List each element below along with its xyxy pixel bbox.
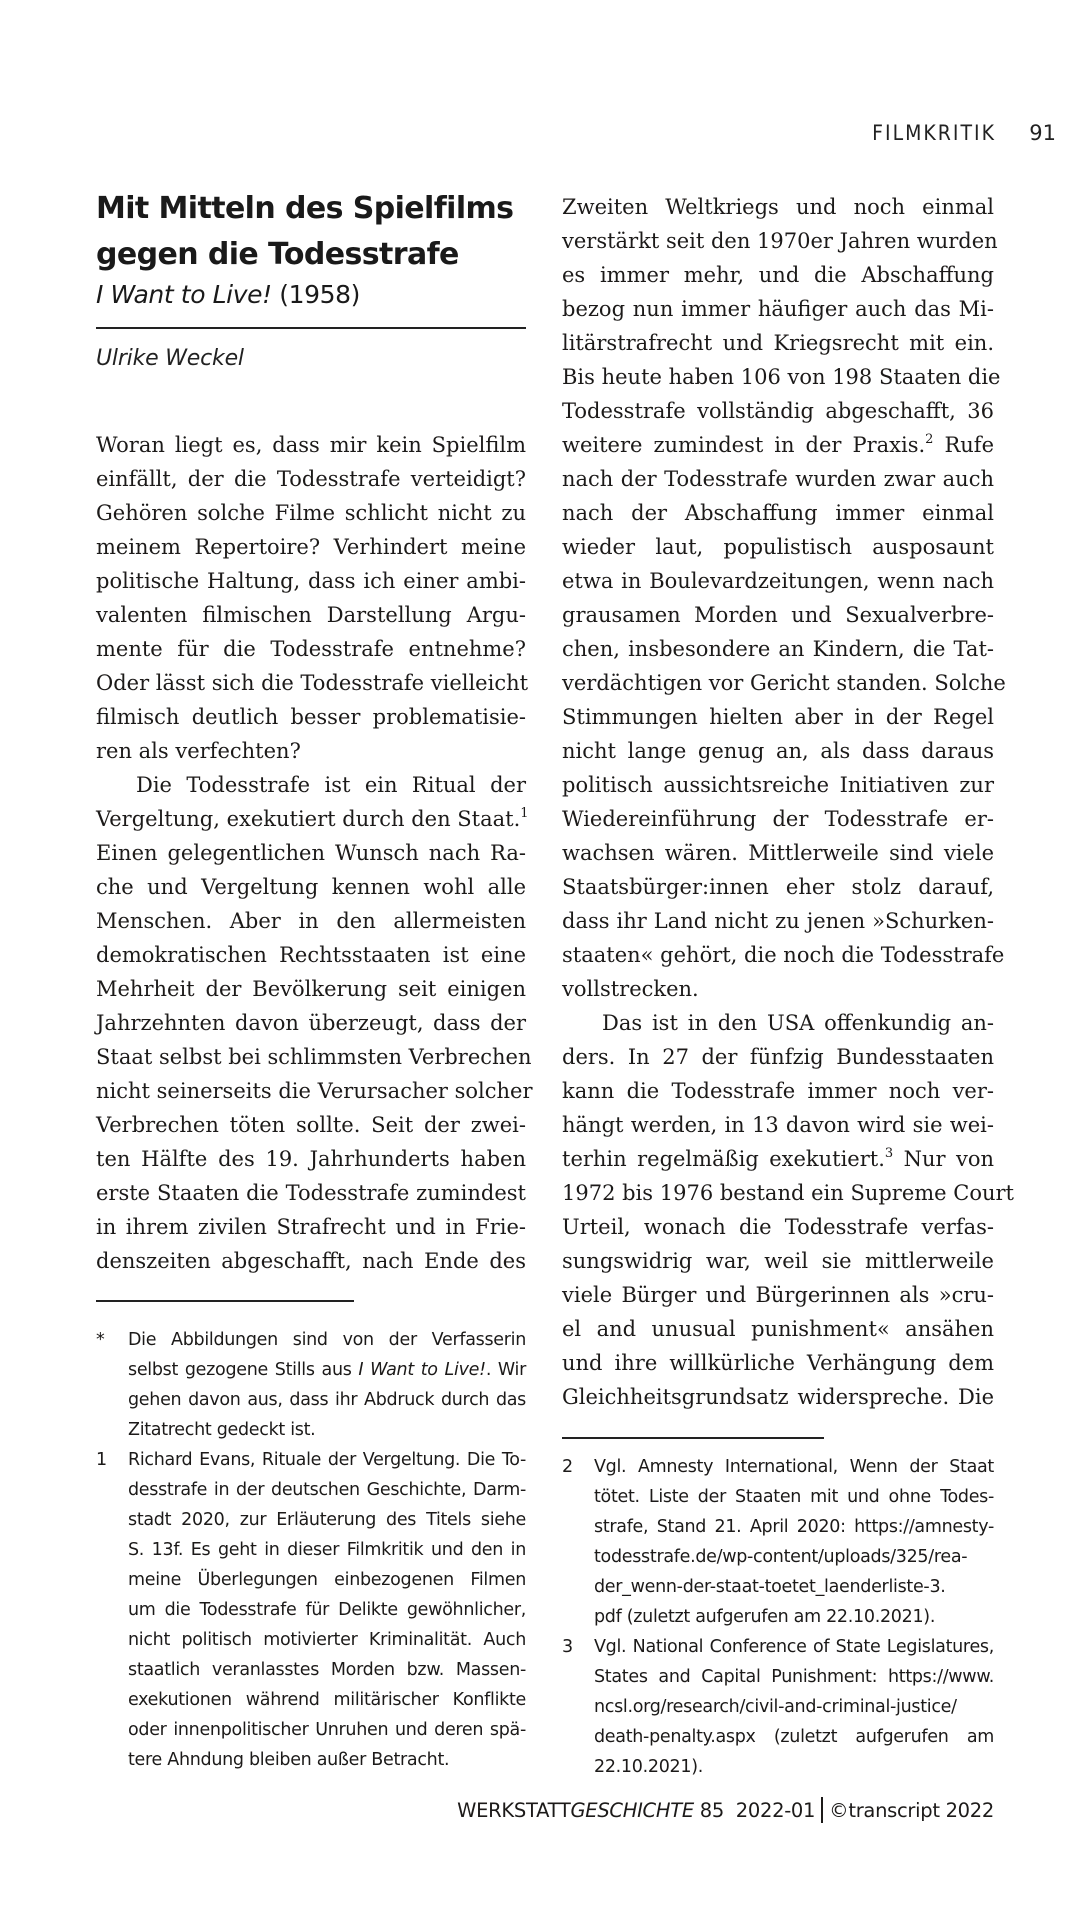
body-line: Bis heute haben 106 von 198 Staaten die: [562, 365, 1001, 389]
footnote-line: ncsl.org/research/civil-and-criminal-justice/: [594, 1697, 957, 1717]
body-line: Zweiten Weltkriegs und noch einmal: [562, 195, 994, 219]
body-line: grausamen Morden und Sexualverbre-: [562, 603, 994, 627]
body-line: el and unusual punishment« ansähen: [562, 1317, 994, 1341]
footnote-line: desstrafe in der deutschen Geschichte, Darm-: [128, 1480, 526, 1500]
footnote-line: selbst gezogene Stills aus I Want to Live!. Wir: [128, 1360, 526, 1380]
article-title-line-1: Mit Mitteln des Spielfilms: [96, 191, 514, 226]
footnote-line: States and Capital Punishment: https://www.: [594, 1667, 994, 1687]
body-line: nicht lange genug an, als dass daraus: [562, 739, 994, 763]
body-line: kann die Todesstrafe immer noch ver-: [562, 1079, 994, 1103]
body-line: terhin regelmäßig exekutiert.$^3$ Nur von: [562, 1146, 994, 1171]
article-title-line-2: gegen die Todesstrafe: [96, 237, 459, 272]
footnote-line: S. 13f. Es geht in dieser Filmkritik und den in: [128, 1540, 526, 1560]
body-line: einfällt, der die Todesstrafe verteidigt?: [96, 467, 526, 491]
body-line: Mehrheit der Bevölkerung seit einigen: [96, 977, 526, 1001]
footnote-line: 22.10.2021).: [594, 1757, 703, 1777]
footnote-line: todesstrafe.de/wp-content/uploads/325/rea-: [594, 1547, 968, 1567]
body-line: Stimmungen hielten aber in der Regel: [562, 705, 994, 729]
body-line: Wiedereinführung der Todesstrafe er-: [562, 807, 994, 831]
footnote-ref-2[interactable]: 2: [925, 432, 934, 447]
footnote-1: [96, 1445, 526, 1775]
body-line: Staat selbst bei schlimmsten Verbrechen: [96, 1045, 532, 1069]
body-line: bezog nun immer häufiger auch das Mi-: [562, 297, 994, 321]
body-line: Einen gelegentlichen Wunsch nach Ra-: [96, 841, 526, 865]
body-line: politisch aussichtsreiche Initiativen zur: [562, 773, 994, 797]
footnote-divider-left: [96, 1300, 354, 1302]
film-year: (1958): [279, 280, 360, 309]
body-line: Staatsbürger:innen eher stolz darauf,: [562, 875, 994, 899]
body-line: denszeiten abgeschafft, nach Ende des: [96, 1249, 526, 1273]
footnote-line: Vgl. National Conference of State Legislatures,: [594, 1637, 994, 1657]
footnote-line: Vgl. Amnesty International, Wenn der Staat: [594, 1457, 994, 1477]
footnotes-right: [562, 1452, 994, 1782]
copyright: ©transcript 2022: [829, 1799, 994, 1822]
body-line: Urteil, wonach die Todesstrafe verfas-: [562, 1215, 994, 1239]
footnote-mark: *: [96, 1330, 105, 1350]
body-line: valenten filmischen Darstellung Argu-: [96, 603, 526, 627]
film-title-ref: I Want to Live!: [358, 1360, 486, 1380]
footnote-line: tötet. Liste der Staaten mit und ohne Todes-: [594, 1487, 994, 1507]
body-line: nicht seinerseits die Verursacher solcher: [96, 1079, 533, 1103]
body-line: erste Staaten die Todesstrafe zumindest: [96, 1181, 526, 1205]
footnote-line: gehen davon aus, dass ihr Abdruck durch das: [128, 1390, 526, 1410]
footnote-2: [562, 1452, 994, 1632]
footnote-ref-3[interactable]: 3: [884, 1146, 894, 1161]
body-line: es immer mehr, und die Abschaffung: [562, 263, 994, 287]
right-column-body: [562, 190, 1014, 1414]
body-line: weitere zumindest in der Praxis.$^2$ Rufe: [562, 432, 994, 457]
body-line: Jahrzehnten davon überzeugt, dass der: [96, 1011, 526, 1035]
body-line: hängt werden, in 13 davon wird sie wei-: [562, 1113, 994, 1137]
running-head: [0, 121, 1080, 151]
body-line: Vergeltung, exekutiert durch den Staat.$^1$: [96, 806, 529, 831]
body-line: Gleichheitsgrundsatz widerspreche. Die: [562, 1385, 994, 1409]
page-footer: [457, 1797, 994, 1823]
footnote-mark: 2: [562, 1457, 574, 1477]
body-line: che und Vergeltung kennen wohl alle: [96, 875, 526, 899]
footnote-mark: 3: [562, 1637, 574, 1657]
body-line: Todesstrafe vollständig abgeschafft, 36: [562, 399, 994, 423]
article-subtitle: [96, 275, 360, 315]
footnote-line: exekutionen während militärischer Konflikte: [128, 1690, 526, 1710]
body-line: sungswidrig war, weil sie mittlerweile: [562, 1249, 994, 1273]
body-line: Woran liegt es, dass mir kein Spielfilm: [96, 433, 526, 457]
left-column-body: [96, 428, 533, 1278]
page-number: 91: [1029, 121, 1056, 145]
footnote-line: Zitatrecht gedeckt ist.: [128, 1420, 316, 1440]
body-line: 1972 bis 1976 bestand ein Supreme Court: [562, 1181, 1014, 1205]
footnote-line: meine Überlegungen einbezogenen Filmen: [128, 1570, 526, 1590]
footer-separator: [821, 1797, 823, 1823]
body-line: ten Hälfte des 19. Jahrhunderts haben: [96, 1147, 526, 1171]
body-line: Die Todesstrafe ist ein Ritual der: [136, 773, 526, 797]
footnote-line: death-penalty.aspx (zuletzt aufgerufen am: [594, 1727, 994, 1747]
footnote-line: tere Ahndung bleiben außer Betracht.: [128, 1750, 450, 1770]
footnote-line: oder innenpolitischer Unruhen und deren spä-: [128, 1720, 526, 1740]
footnote-star: [96, 1325, 526, 1445]
body-line: vollstrecken.: [562, 977, 699, 1001]
body-line: mente für die Todesstrafe entnehme?: [96, 637, 526, 661]
footnote-ref-1[interactable]: 1: [520, 806, 529, 821]
footnote-line: Richard Evans, Rituale der Vergeltung. Die To-: [128, 1450, 526, 1470]
footnote-line: stadt 2020, zur Erläuterung des Titels siehe: [128, 1510, 526, 1530]
title-divider: [96, 327, 526, 329]
body-line: etwa in Boulevardzeitungen, wenn nach: [562, 569, 994, 593]
body-line: nach der Todesstrafe wurden zwar auch: [562, 467, 994, 491]
body-line: wieder laut, populistisch ausposaunt: [562, 535, 994, 559]
body-line: chen, insbesondere an Kindern, die Tat-: [562, 637, 994, 661]
film-title: I Want to Live!: [96, 280, 272, 309]
body-line: ders. In 27 der fünfzig Bundesstaaten: [562, 1045, 994, 1069]
body-line: verdächtigen vor Gericht standen. Solche: [562, 671, 1006, 695]
body-line: wachsen wären. Mittlerweile sind viele: [562, 841, 994, 865]
body-line: ren als verfechten?: [96, 739, 301, 763]
section-label: FILMKRITIK: [872, 121, 996, 145]
body-line: nach der Abschaffung immer einmal: [562, 501, 994, 525]
article-title: [96, 186, 526, 278]
body-line: Oder lässt sich die Todesstrafe vielleicht: [96, 671, 529, 695]
author-name: Ulrike Weckel: [96, 346, 244, 371]
footnote-line: staatlich veranlasstes Morden bzw. Massen-: [128, 1660, 526, 1680]
body-line: staaten« gehört, die noch die Todesstrafe: [562, 943, 1005, 967]
footnote-line: strafe, Stand 21. April 2020: https://amnesty-: [594, 1517, 994, 1537]
journal-name-italic: GESCHICHTE: [570, 1799, 694, 1822]
footnote-line: pdf (zuletzt aufgerufen am 22.10.2021).: [594, 1607, 936, 1627]
footnote-line: der_wenn-der-staat-toetet_laenderliste-3.: [594, 1577, 946, 1597]
footnote-line: nicht politisch motivierter Kriminalität. Auch: [128, 1630, 526, 1650]
body-line: und ihre willkürliche Verhängung dem: [562, 1351, 994, 1375]
body-line: dass ihr Land nicht zu jenen »Schurken-: [562, 909, 994, 933]
body-line: demokratischen Rechtsstaaten ist eine: [96, 943, 526, 967]
body-line: filmisch deutlich besser problematisie-: [96, 705, 526, 729]
body-line: politische Haltung, dass ich einer ambi-: [96, 569, 526, 593]
footnotes-left: [96, 1325, 526, 1775]
footnote-line: Die Abbildungen sind von der Verfasserin: [128, 1330, 526, 1350]
body-line: Gehören solche Filme schlicht nicht zu: [96, 501, 526, 525]
body-line: Verbrechen töten sollte. Seit der zwei-: [96, 1113, 526, 1137]
body-line: viele Bürger und Bürgerinnen als »cru-: [562, 1283, 994, 1307]
footnote-mark: 1: [96, 1450, 108, 1470]
body-line: litärstrafrecht und Kriegsrecht mit ein.: [562, 331, 994, 355]
footnote-divider-right: [562, 1437, 824, 1439]
body-line: Das ist in den USA offenkundig an-: [602, 1011, 994, 1035]
body-line: meinem Repertoire? Verhindert meine: [96, 535, 526, 559]
body-line: verstärkt seit den 1970er Jahren wurden: [562, 229, 998, 253]
footnote-3: [562, 1632, 994, 1782]
journal-name-prefix: WERKSTATT: [457, 1799, 571, 1822]
body-line: Menschen. Aber in den allermeisten: [96, 909, 526, 933]
footnote-line: um die Todesstrafe für Delikte gewöhnlicher,: [128, 1600, 526, 1620]
journal-issue: 85 2022-01: [693, 1799, 816, 1822]
body-line: in ihrem zivilen Strafrecht und in Frie-: [96, 1215, 526, 1239]
